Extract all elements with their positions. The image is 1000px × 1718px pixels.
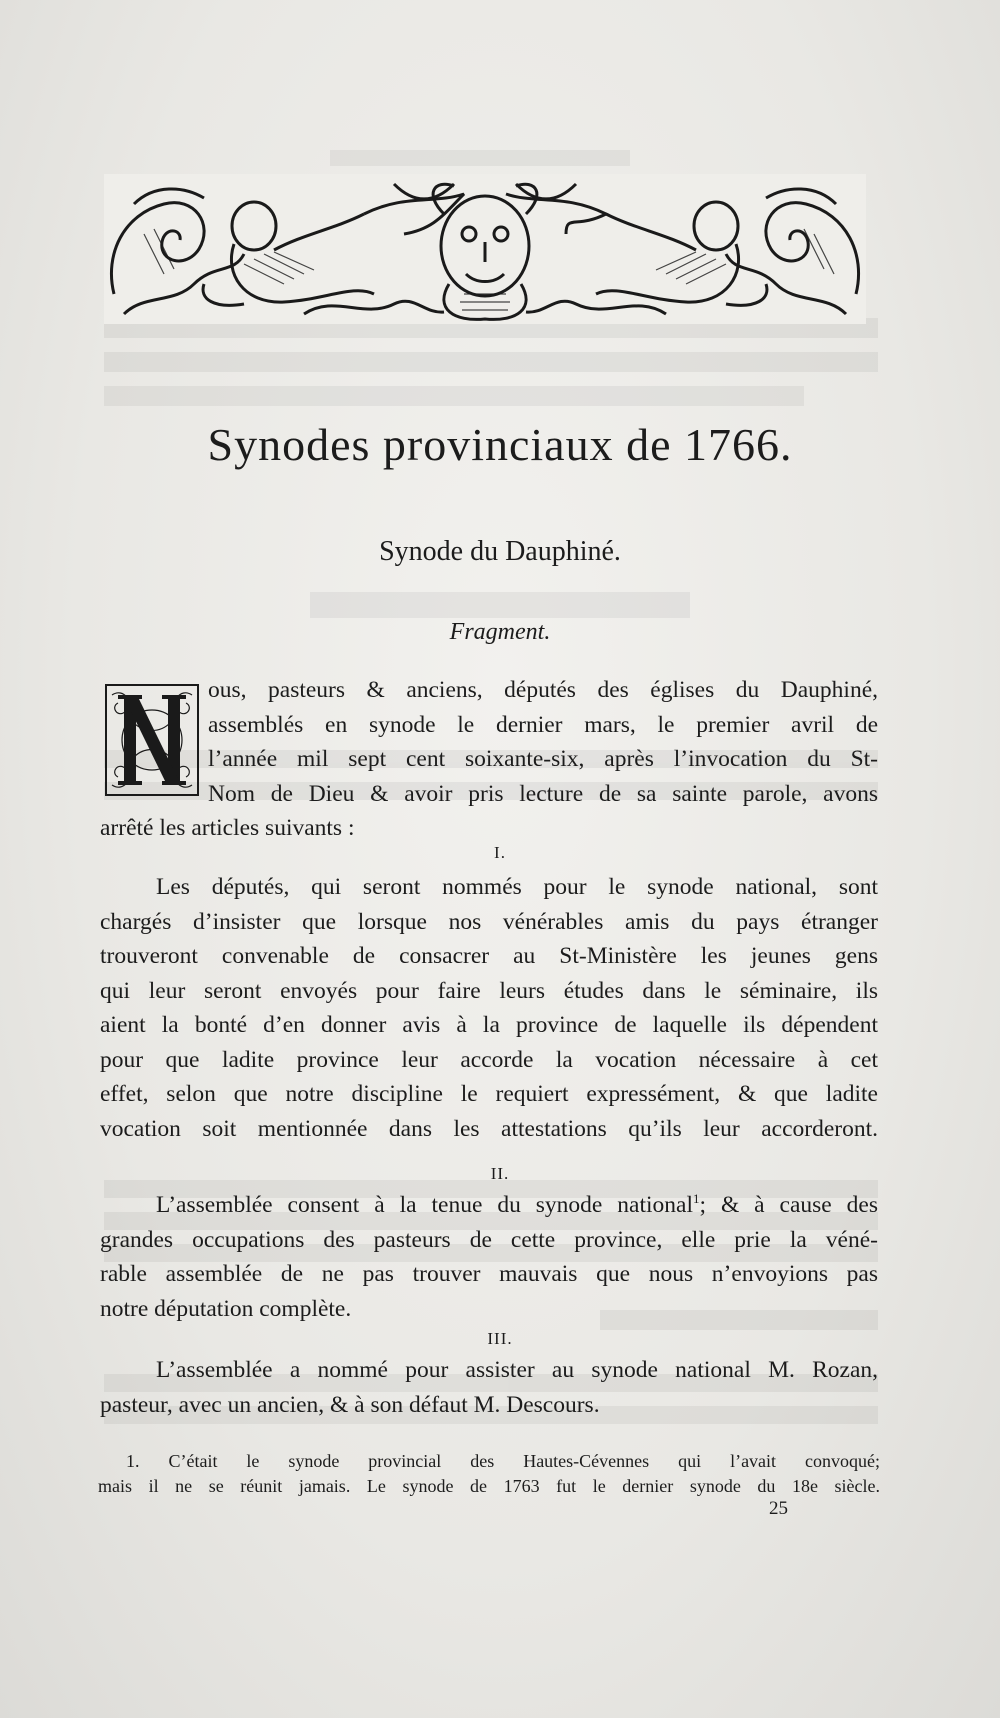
article-line-text: L’assemblée consent à la tenue du synode national [156, 1192, 693, 1218]
footnote-reference: 1 [693, 1191, 700, 1207]
intro-line: Nom de Dieu & avoir pris lecture de sa sainte parole, avons [208, 780, 878, 807]
article-line: qui leur seront envoyés pour faire leurs études dans le séminaire, ils [100, 977, 878, 1004]
intro-line: arrêté les articles suivants : [100, 815, 355, 841]
article-line: pasteur, avec un ancien, & à son défaut M. Descours. [100, 1391, 600, 1418]
fragment-label: Fragment. [449, 619, 551, 645]
intro-paragraph [100, 673, 878, 846]
article-line [100, 1188, 878, 1223]
section-subtitle: Synode du Dauphiné. [379, 536, 621, 567]
article-line: pour que ladite province leur accorde la vocation nécessaire à cet [100, 1046, 878, 1073]
page-number: 25 [769, 1498, 788, 1519]
article-line: grandes occupations des pasteurs de cette province, elle prie la véné- [100, 1226, 878, 1253]
intro-line: assemblés en synode le dernier mars, le premier avril de [208, 711, 878, 738]
woodcut-headpiece-icon [104, 174, 866, 324]
article-paragraph [100, 870, 878, 1146]
article-line: vocation soit mentionnée dans les attestations qu’ils leur accorderont. [100, 1115, 878, 1142]
article-line: aient la bonté d’en donner avis à la province de laquelle ils dépendent [100, 1012, 878, 1038]
footnote-line: 1. C’était le synode provincial des Hautes-Cévennes qui l’avait convoqué; [126, 1451, 880, 1471]
article-line-tail: ; & à cause des [699, 1192, 878, 1218]
footnote-line: mais il ne se réunit jamais. Le synode de 1763 fut le dernier synode du 18e siècle. [98, 1476, 880, 1496]
article-line: effet, selon que notre discipline le requiert expressément, & que ladite [100, 1081, 878, 1107]
article-numeral: I. [494, 843, 506, 862]
article-line: trouveront convenable de consacrer au St-Ministère les jeunes gens [100, 943, 878, 969]
article-numeral: III. [487, 1329, 513, 1348]
footnote [98, 1449, 880, 1499]
intro-line: ous, pasteurs & anciens, députés des églises du Dauphiné, [208, 677, 878, 703]
page-title: Synodes provinciaux de 1766. [207, 419, 793, 470]
article-line: notre députation complète. [100, 1295, 352, 1322]
article-line: chargés d’insister que lorsque nos vénérables amis du pays étranger [100, 908, 878, 935]
article-numeral: II. [490, 1164, 510, 1183]
article-line: L’assemblée a nommé pour assister au synode national M. Rozan, [156, 1357, 878, 1383]
intro-line: l’année mil sept cent soixante-six, après l’invocation du St- [208, 746, 878, 772]
article-line: rable assemblée de ne pas trouver mauvais que nous n’envoyions pas [100, 1261, 878, 1287]
article-line: Les députés, qui seront nommés pour le synode national, sont [156, 874, 878, 900]
article-paragraph [100, 1353, 878, 1422]
article-paragraph [100, 1188, 878, 1326]
